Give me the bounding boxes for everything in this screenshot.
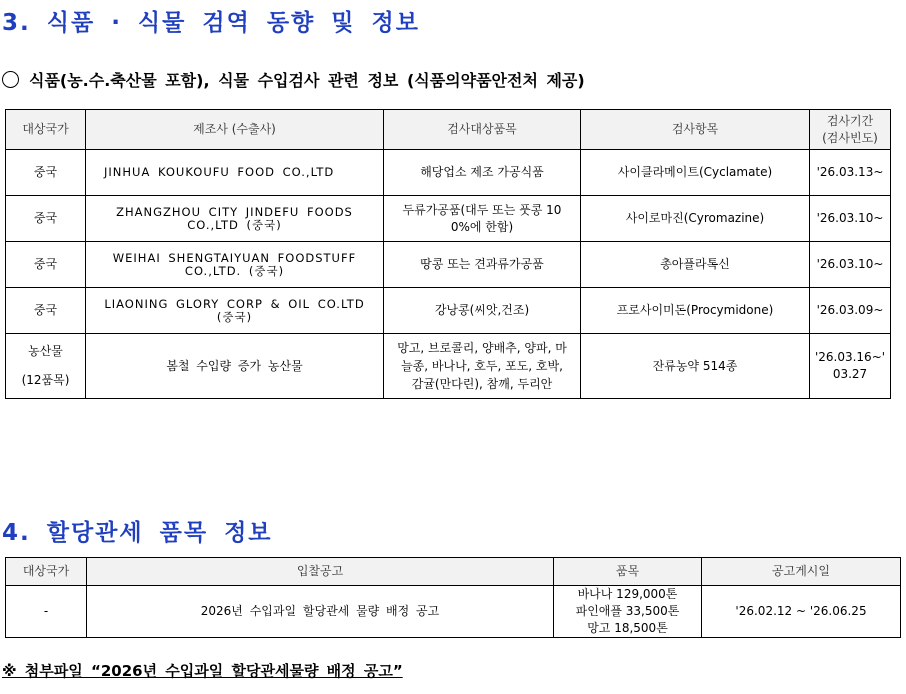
maker-text: JINHUA KOUKOUFU FOOD CO.,LTD — [104, 165, 335, 179]
section3-title: 3. 식품 · 식물 검역 동향 및 정보 — [2, 10, 420, 36]
table-header-row — [6, 110, 891, 150]
maker-cell — [86, 196, 384, 242]
country-cell: 중국 — [6, 196, 86, 242]
maker-cell — [86, 288, 384, 334]
maker-text: ZHANGZHOU CITY JINDEFU FOODS — [116, 204, 353, 219]
section3-subtitle-text: 식품(농.수.축산물 포함), 식물 수입검사 관련 정보 (식품의약품안전처 제공) — [29, 71, 585, 90]
attachment-link[interactable]: ※ 첨부파일 “2026년 수입과일 할당관세물량 배정 공고” — [2, 662, 403, 680]
table-header-row — [6, 558, 901, 586]
period-cell — [810, 334, 891, 399]
test-cell: 사이로마진(Cyromazine) — [581, 196, 810, 242]
item-text: 두류가공품(대두 또는 풋콩 10 — [402, 202, 562, 217]
header-notice: 입찰공고 — [87, 558, 554, 586]
table-row — [6, 196, 891, 242]
test-cell: 프로사이미돈(Procymidone) — [581, 288, 810, 334]
inspection-table — [5, 109, 891, 399]
header-items: 품목 — [554, 558, 702, 586]
item-text-3: 감귤(만다린), 참깨, 두리안 — [411, 377, 553, 391]
period-text-2: 03.27 — [832, 367, 868, 381]
item-cell — [384, 196, 581, 242]
section4-title: 4. 할당관세 품목 정보 — [2, 520, 273, 546]
country-cell: 중국 — [6, 288, 86, 334]
country-cell: 중국 — [6, 242, 86, 288]
maker-text-2: CO.,LTD. (중국) — [184, 263, 285, 278]
period-cell: '26.03.10~ — [810, 242, 891, 288]
items-cell — [554, 586, 702, 638]
header-period-line2: (검사빈도) — [822, 130, 878, 145]
table-row — [6, 586, 901, 638]
period-text: '26.03.16~' — [814, 350, 886, 364]
maker-cell — [86, 242, 384, 288]
test-cell: 총아플라톡신 — [581, 242, 810, 288]
tariff-table — [5, 557, 901, 638]
test-cell: 사이클라메이트(Cyclamate) — [581, 150, 810, 196]
table-row — [6, 288, 891, 334]
notice-cell: 2026년 수입과일 할당관세 물량 배정 공고 — [87, 586, 554, 638]
maker-text-2: (중국) — [216, 309, 253, 324]
item-cell — [384, 334, 581, 399]
maker-text: WEIHAI SHENGTAIYUAN FOODSTUFF — [112, 250, 357, 265]
maker-text-2: CO.,LTD (중국) — [187, 217, 282, 232]
country-cell — [6, 334, 86, 399]
item-cell: 강낭콩(씨앗,건조) — [384, 288, 581, 334]
table-row — [6, 334, 891, 399]
header-item: 검사대상품목 — [384, 110, 581, 150]
header-date: 공고게시일 — [702, 558, 901, 586]
item-text: 파인애플 33,500톤 — [575, 604, 680, 618]
item-cell: 땅콩 또는 견과류가공품 — [384, 242, 581, 288]
header-period-line1: 검사기간 — [826, 113, 874, 128]
maker-cell: 봄철 수입량 증가 농산물 — [86, 334, 384, 399]
section3-subtitle — [2, 68, 585, 91]
circle-bullet-icon — [2, 71, 19, 88]
test-cell: 잔류농약 514종 — [581, 334, 810, 399]
country-text: 농산물 — [28, 344, 63, 358]
period-cell: '26.03.09~ — [810, 288, 891, 334]
item-text-2: 0%에 한함) — [450, 219, 514, 234]
country-cell: 중국 — [6, 150, 86, 196]
item-cell: 해당업소 제조 가공식품 — [384, 150, 581, 196]
item-text: 망고, 브로콜리, 양배추, 양파, 마 — [397, 341, 567, 355]
period-cell: '26.03.10~ — [810, 196, 891, 242]
header-period — [810, 110, 891, 150]
country-text-2: (12품목) — [21, 373, 70, 387]
item-text: 바나나 129,000톤 — [577, 587, 678, 601]
header-test: 검사항목 — [581, 110, 810, 150]
date-cell: '26.02.12 ~ '26.06.25 — [702, 586, 901, 638]
country-cell: - — [6, 586, 87, 638]
header-country: 대상국가 — [6, 558, 87, 586]
maker-text: LIAONING GLORY CORP & OIL CO.LTD — [104, 296, 365, 311]
item-text: 망고 18,500톤 — [587, 621, 668, 635]
header-country: 대상국가 — [6, 110, 86, 150]
maker-cell — [86, 150, 384, 196]
header-maker: 제조사 (수출사) — [86, 110, 384, 150]
item-text-2: 늘종, 바나나, 호두, 포도, 호박, — [401, 359, 563, 373]
period-cell: '26.03.13~ — [810, 150, 891, 196]
table-row — [6, 150, 891, 196]
table-row — [6, 242, 891, 288]
